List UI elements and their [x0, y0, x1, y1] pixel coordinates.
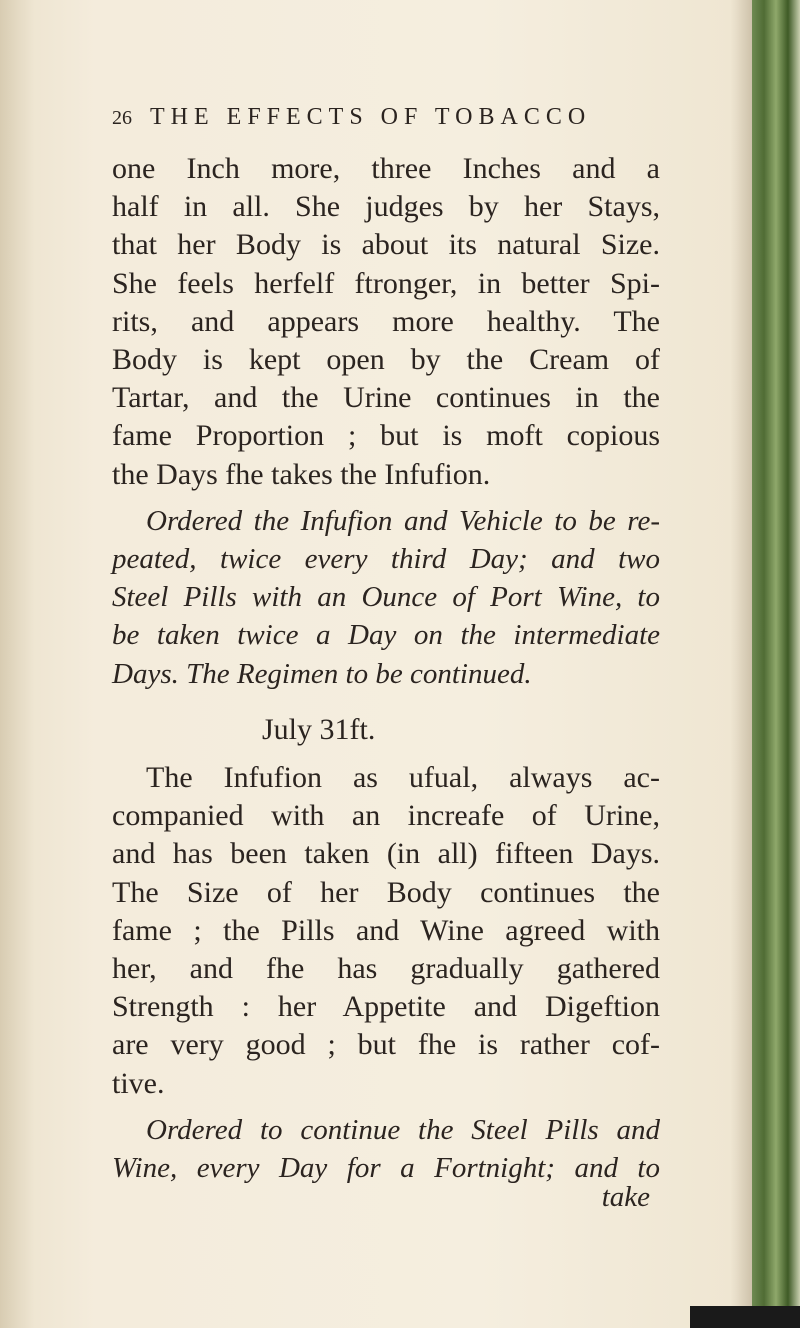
running-head: [112, 104, 672, 131]
text-line: Days. The Regimen to be continued.: [112, 657, 532, 690]
prescription-order-1: [112, 502, 660, 693]
text-line: Strength : her Appetite and Digeftion: [112, 990, 660, 1024]
entry-date: July 31ft.: [262, 712, 376, 746]
book-cover-edge: [752, 0, 800, 1328]
page-body: [112, 150, 660, 1214]
scan-corner-mark: [690, 1306, 800, 1328]
running-title: THE EFFECTS OF TOBACCO: [150, 104, 592, 130]
paragraph-gap: [112, 1103, 660, 1111]
text-line: one Inch more, three Inches and a: [112, 152, 660, 185]
page-number: 26: [112, 107, 132, 129]
text-line: and has been taken (in all) fifteen Days.: [112, 837, 660, 871]
text-line: The Size of her Body continues the: [112, 875, 660, 909]
paragraph-2: [112, 759, 660, 1103]
text-line: the Days fhe takes the Infufion.: [112, 457, 491, 491]
text-line: peated, twice every third Day; and two: [112, 543, 660, 576]
text-line: are very good ; but fhe is rather cof-: [112, 1028, 660, 1062]
text-line: Body is kept open by the Cream of: [112, 343, 660, 377]
text-line: Ordered the Infufion and Vehicle to be re-: [146, 504, 660, 537]
text-line: rits, and appears more healthy. The: [112, 304, 660, 338]
text-line: Steel Pills with an Ounce of Port Wine, to: [112, 581, 660, 614]
text-line: fame Proportion ; but is moft copious: [112, 419, 660, 453]
text-line: half in all. She judges by her Stays,: [112, 190, 660, 224]
text-line: Ordered to continue the Steel Pills and: [146, 1113, 660, 1146]
text-line: Wine, every Day for a Fortnight; and to: [112, 1152, 660, 1185]
text-line: fame ; the Pills and Wine agreed with: [112, 913, 660, 947]
text-line: Tartar, and the Urine continues in the: [112, 381, 660, 415]
text-line: She feels herfelf ftronger, in better Spi-: [112, 266, 660, 300]
catchword: take: [601, 1181, 650, 1214]
text-line: The Infufion as ufual, always ac-: [146, 761, 660, 795]
text-line: be taken twice a Day on the intermediate: [112, 619, 660, 652]
text-line: tive.: [112, 1066, 165, 1100]
text-line: that her Body is about its natural Size.: [112, 228, 660, 262]
page-edge-shadow: [730, 0, 752, 1328]
text-line: her, and fhe has gradually gathered: [112, 952, 660, 986]
paragraph-gap: [112, 494, 660, 502]
text-line: companied with an increafe of Urine,: [112, 799, 660, 833]
prescription-order-2: [112, 1111, 660, 1187]
paragraph-1: [112, 150, 660, 494]
page-binding-shadow: [0, 0, 34, 1328]
